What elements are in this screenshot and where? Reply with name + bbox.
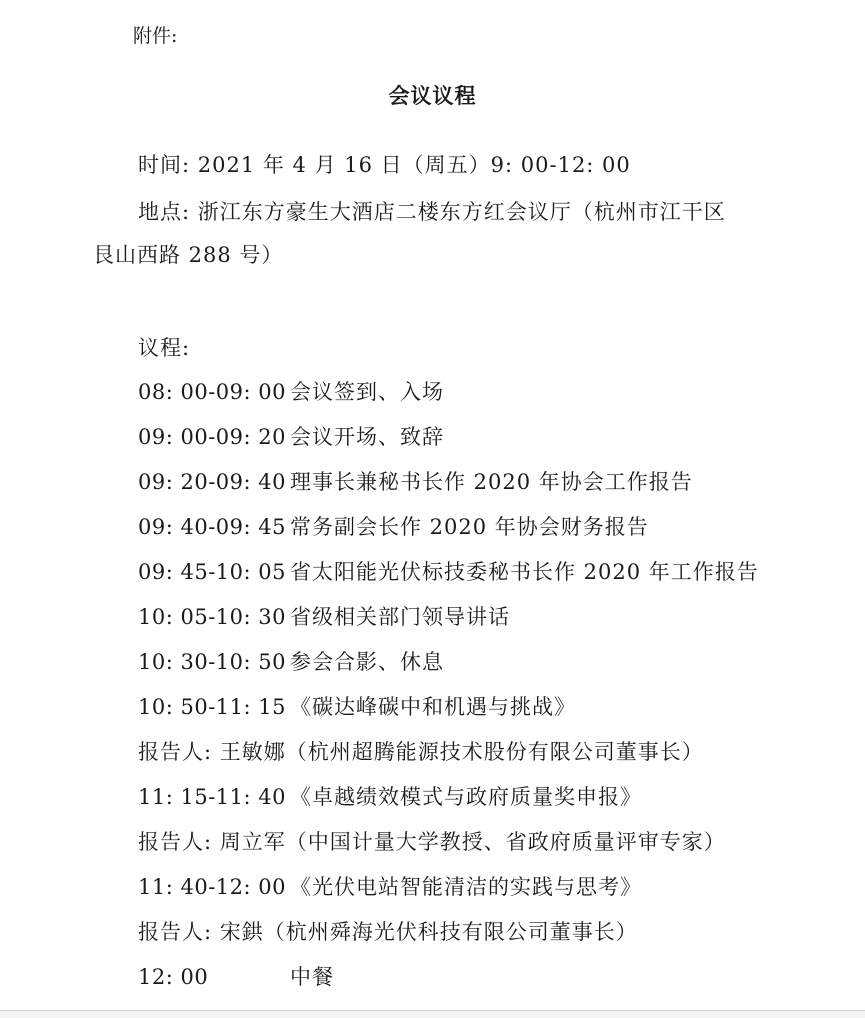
- agenda-time: 10: 30-10: 50: [138, 650, 286, 674]
- agenda-description: 《碳达峰碳中和机遇与挑战》: [290, 695, 576, 719]
- agenda-speaker: [138, 828, 726, 856]
- agenda-time: 09: 20-09: 40: [138, 470, 286, 494]
- agenda-description: 常务副会长作 2020 年协会财务报告: [290, 515, 649, 539]
- agenda-time: 10: 05-10: 30: [138, 605, 286, 629]
- agenda-description: 参会合影、休息: [290, 650, 444, 674]
- agenda-item: [138, 378, 444, 406]
- agenda-description: 省太阳能光伏标技委秘书长作 2020 年工作报告: [290, 560, 759, 584]
- speaker-line: 报告人: 周立军（中国计量大学教授、省政府质量评审专家）: [138, 830, 726, 854]
- attachment-label: 附件:: [133, 25, 178, 47]
- agenda-description: 《光伏电站智能清洁的实践与思考》: [290, 875, 642, 899]
- speaker-line: 报告人: 王敏娜（杭州超腾能源技术股份有限公司董事长）: [138, 740, 704, 764]
- agenda-time: 09: 00-09: 20: [138, 425, 286, 449]
- agenda-item: [138, 693, 576, 721]
- agenda-description: 中餐: [290, 965, 334, 989]
- speaker-line: 报告人: 宋鉷（杭州舜海光伏科技有限公司董事长）: [138, 920, 638, 944]
- agenda-time: 09: 40-09: 45: [138, 515, 286, 539]
- agenda-description: 理事长兼秘书长作 2020 年协会工作报告: [290, 470, 693, 494]
- agenda-time: 11: 15-11: 40: [138, 785, 286, 809]
- meeting-location: 地点: 浙江东方豪生大酒店二楼东方红会议厅（杭州市江干区: [138, 200, 726, 224]
- agenda-item: [138, 648, 444, 676]
- agenda-time: 11: 40-12: 00: [138, 875, 286, 899]
- agenda-item: [138, 603, 510, 631]
- agenda-item: [138, 873, 642, 901]
- agenda-time: 09: 45-10: 05: [138, 560, 286, 584]
- agenda-description: 会议开场、致辞: [290, 425, 444, 449]
- agenda-item: [138, 963, 334, 991]
- meeting-time: 时间: 2021 年 4 月 16 日（周五）9: 00-12: 00: [138, 153, 631, 177]
- agenda-item: [138, 468, 693, 496]
- agenda-description: 省级相关部门领导讲话: [290, 605, 510, 629]
- agenda-speaker: [138, 918, 638, 946]
- agenda-description: 《卓越绩效模式与政府质量奖申报》: [290, 785, 642, 809]
- agenda-item: [138, 783, 642, 811]
- agenda-time: 12: 00: [138, 965, 209, 989]
- agenda-time: 08: 00-09: 00: [138, 380, 286, 404]
- agenda-item: [138, 558, 759, 586]
- agenda-item: [138, 513, 649, 541]
- page-title: 会议议程: [388, 83, 477, 108]
- agenda-time: 10: 50-11: 15: [138, 695, 286, 719]
- agenda-label: 议程:: [138, 336, 191, 360]
- meeting-location-continued: 艮山西路 288 号）: [93, 243, 284, 267]
- agenda-description: 会议签到、入场: [290, 380, 444, 404]
- agenda-speaker: [138, 738, 704, 766]
- agenda-item: [138, 423, 444, 451]
